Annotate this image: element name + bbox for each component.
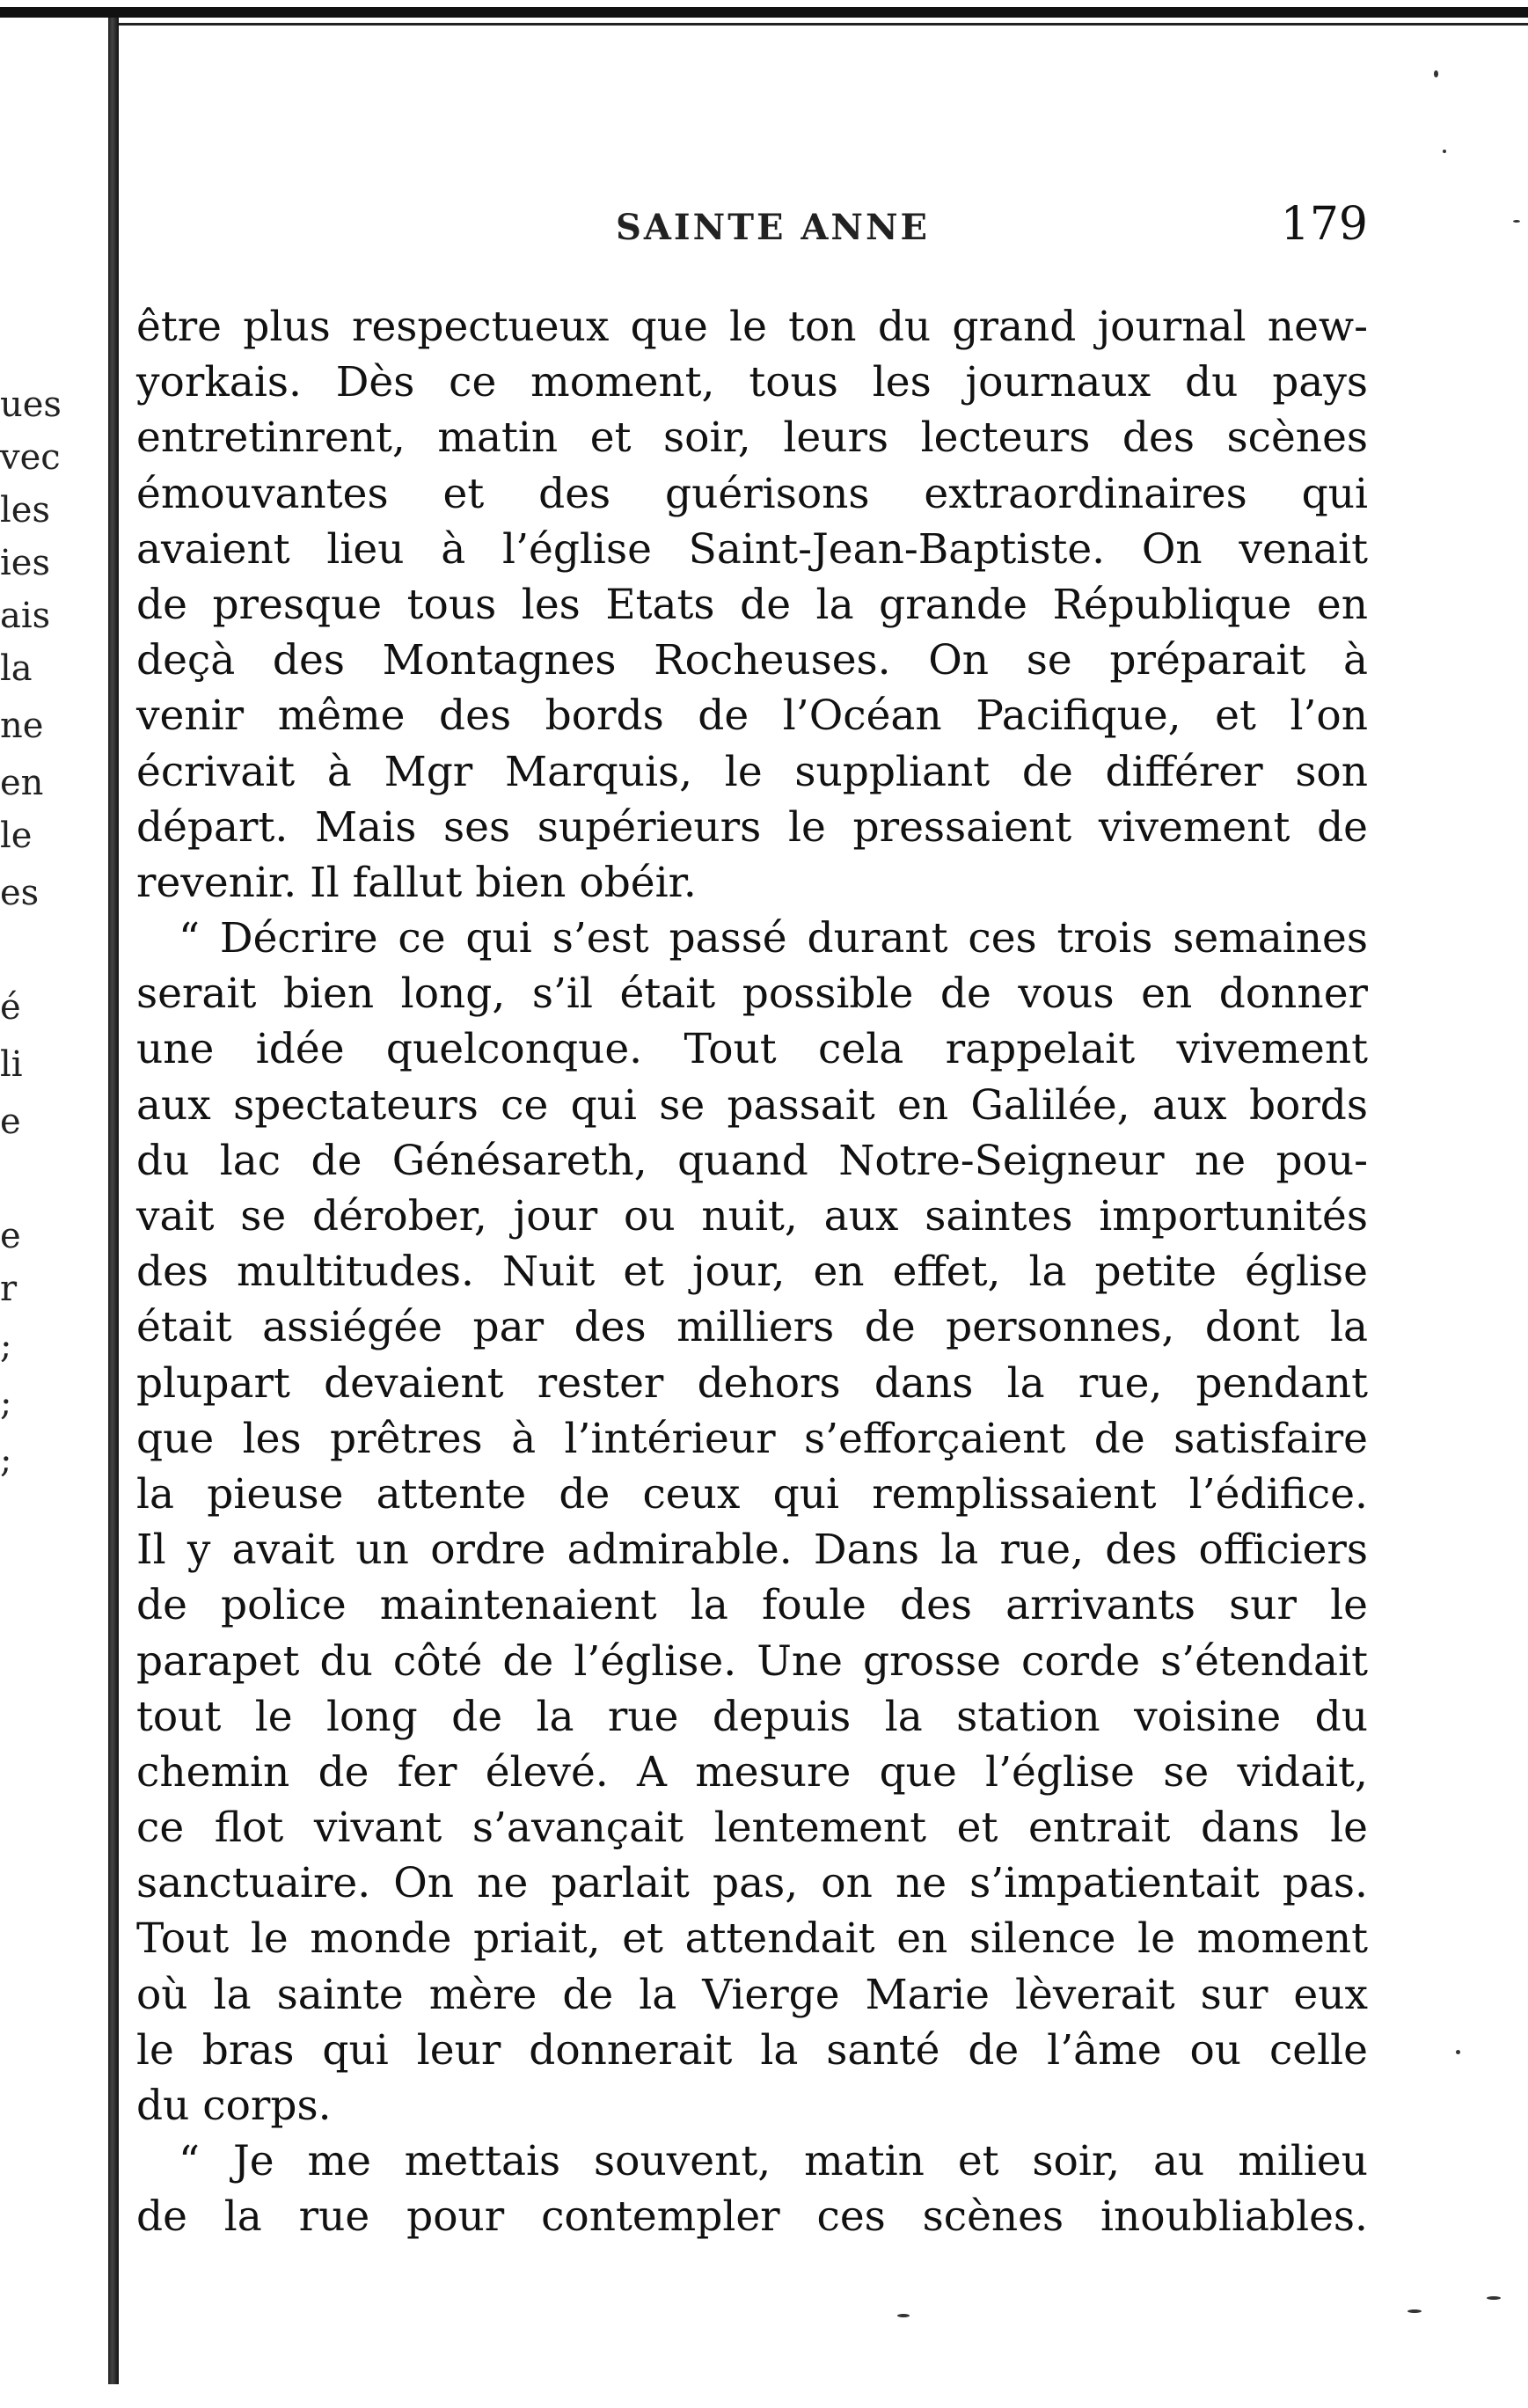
- text-line: Il y avait un ordre admirable. Dans la rue, des officiers: [136, 1526, 1368, 1575]
- top-border-rule: [0, 7, 1528, 18]
- margin-fragment: ;: [0, 1383, 12, 1424]
- text-line: avaient lieu à l’église Saint-Jean-Baptiste. On venait: [136, 524, 1368, 574]
- margin-fragment: le: [0, 816, 33, 856]
- top-thin-rule: [114, 23, 1528, 26]
- margin-fragment: ;: [0, 1440, 12, 1481]
- text-line: plupart devaient rester dehors dans la rue, pendant: [136, 1358, 1368, 1408]
- text-line: de presque tous les Etats de la grande République en: [136, 580, 1368, 629]
- page-header: [136, 198, 1368, 260]
- print-speck: [1407, 2309, 1422, 2313]
- margin-fragment: en: [0, 763, 44, 803]
- margin-fragment: r: [0, 1269, 18, 1309]
- text-line: “ Décrire ce qui s’est passé durant ces trois semaines: [179, 914, 1368, 963]
- text-line: aux spectateurs ce qui se passait en Galilée, aux bords: [136, 1080, 1368, 1130]
- print-speck: [1513, 220, 1520, 223]
- text-line: chemin de fer élevé. A mesure que l’église se vidait,: [136, 1747, 1368, 1797]
- text-line: tout le long de la rue depuis la station voisine du: [136, 1692, 1368, 1741]
- margin-fragment: vec: [0, 437, 61, 478]
- margin-fragment: ies: [0, 543, 50, 583]
- text-line: des multitudes. Nuit et jour, en effet, la petite église: [136, 1248, 1368, 1297]
- text-line: vait se dérober, jour ou nuit, aux saintes importunités: [136, 1192, 1368, 1241]
- text-line: de police maintenaient la foule des arrivants sur le: [136, 1581, 1368, 1630]
- margin-fragment: e: [0, 1102, 21, 1142]
- text-line: sanctuaire. On ne parlait pas, on ne s’impatientait pas.: [136, 1859, 1368, 1908]
- text-line: départ. Mais ses supérieurs le pressaient vivement de: [136, 802, 1368, 852]
- text-line: parapet du côté de l’église. Une grosse corde s’étendait: [136, 1636, 1368, 1686]
- margin-fragment: ais: [0, 596, 51, 636]
- text-line: du corps.: [136, 2082, 332, 2130]
- print-speck: [1443, 150, 1446, 153]
- print-speck: [1434, 70, 1438, 77]
- margin-fragment: li: [0, 1044, 23, 1085]
- margin-fragment: é: [0, 987, 21, 1028]
- margin-fragment: ne: [0, 706, 44, 746]
- binding-gutter-line: [108, 18, 119, 2384]
- page-number: 179: [1280, 198, 1368, 251]
- text-line: une idée quelconque. Tout cela rappelait vivement: [136, 1025, 1368, 1074]
- text-line: “ Je me mettais souvent, matin et soir, au milieu: [179, 2137, 1368, 2186]
- margin-fragment: ues: [0, 384, 62, 425]
- text-line: la pieuse attente de ceux qui remplissaient l’édifice.: [136, 1469, 1368, 1519]
- margin-fragment: e: [0, 1216, 21, 1256]
- text-line: revenir. Il fallut bien obéir.: [136, 858, 697, 907]
- margin-fragment: les: [0, 490, 50, 531]
- text-line: venir même des bords de l’Océan Pacifique, et l’on: [136, 692, 1368, 741]
- print-speck: [1456, 2050, 1460, 2054]
- text-line: être plus respectueux que le ton du grand journal new-: [136, 303, 1368, 351]
- text-line: Tout le monde priait, et attendait en silence le moment: [136, 1914, 1368, 1964]
- margin-fragment: la: [0, 648, 33, 689]
- print-speck: [1487, 2296, 1501, 2300]
- text-line: où la sainte mère de la Vierge Marie lèverait sur eux: [136, 1970, 1368, 2019]
- text-line: émouvantes et des guérisons extraordinaires qui: [136, 469, 1368, 518]
- text-line: écrivait à Mgr Marquis, le suppliant de différer son: [136, 747, 1368, 796]
- body-text: [136, 299, 1368, 2245]
- text-line: du lac de Génésareth, quand Notre-Seigneur ne pou-: [136, 1136, 1368, 1185]
- text-line: entretinrent, matin et soir, leurs lecteurs des scènes: [136, 414, 1368, 463]
- text-line: le bras qui leur donnerait la santé de l’âme ou celle: [136, 2025, 1368, 2075]
- text-line: était assiégée par des milliers de personnes, dont la: [136, 1303, 1368, 1352]
- text-line: que les prêtres à l’intérieur s’efforçaient de satisfaire: [136, 1414, 1368, 1463]
- margin-fragment: es: [0, 873, 40, 913]
- text-line: de la rue pour contempler ces scènes inoubliables.: [136, 2192, 1368, 2242]
- text-line: ce flot vivant s’avançait lentement et entrait dans le: [136, 1804, 1368, 1853]
- running-title: SAINTE ANNE: [616, 207, 931, 248]
- margin-fragment: ;: [0, 1326, 12, 1366]
- print-speck: [897, 2314, 910, 2317]
- text-line: serait bien long, s’il était possible de vous en donner: [136, 970, 1368, 1019]
- text-line: yorkais. Dès ce moment, tous les journaux du pays: [136, 358, 1368, 407]
- text-line: deçà des Montagnes Rocheuses. On se préparait à: [136, 636, 1368, 685]
